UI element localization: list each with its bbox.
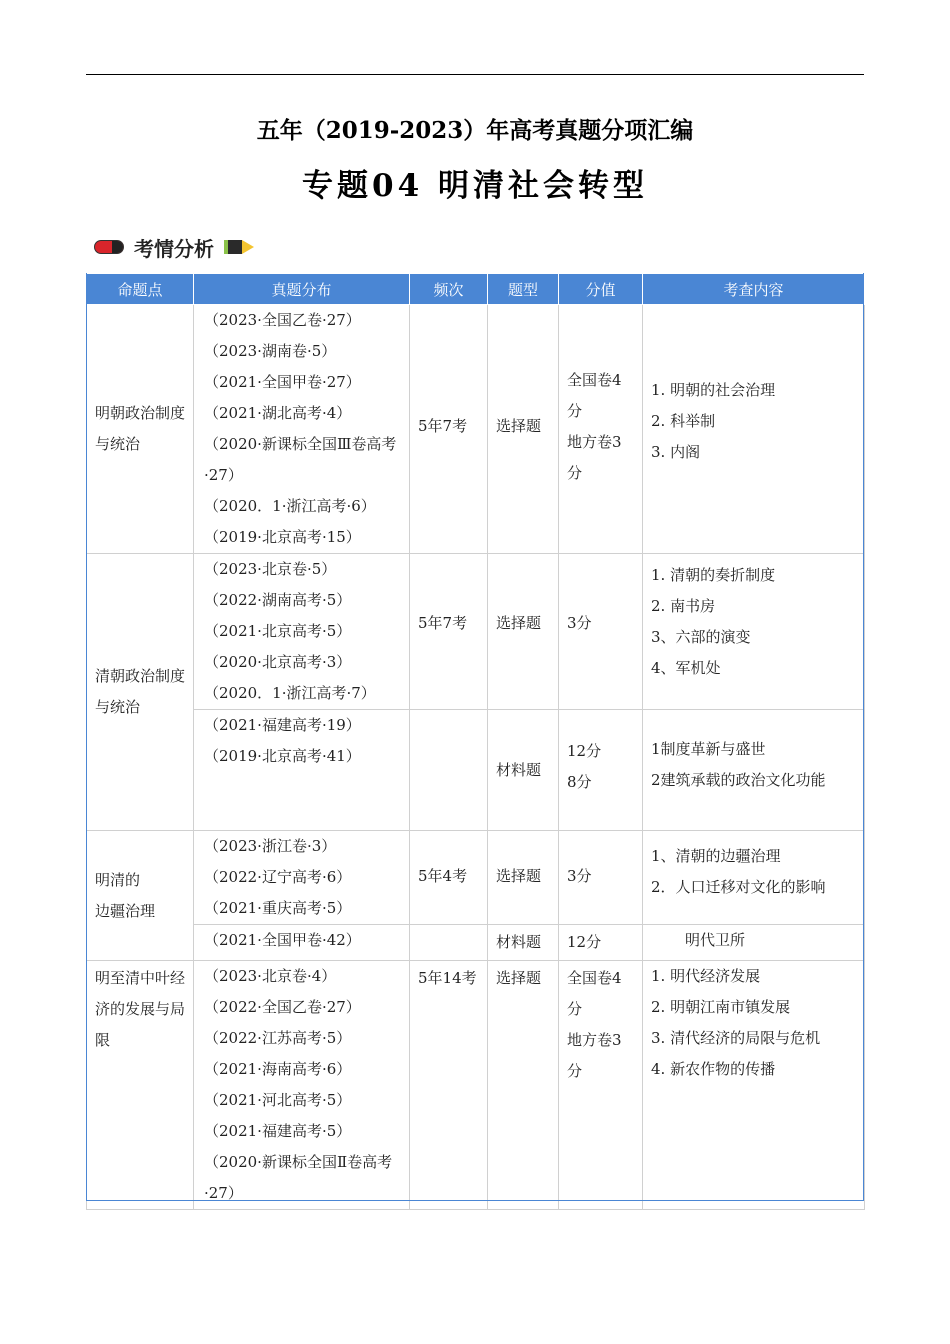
frequency-cell bbox=[410, 305, 488, 554]
source-item: （2021·北京高考·5） bbox=[204, 622, 352, 640]
sources-cell bbox=[194, 925, 410, 961]
topic-text: 明朝政治制度与统治 bbox=[95, 404, 186, 453]
point-item: 3、六部的演变 bbox=[651, 628, 751, 646]
frequency-cell bbox=[410, 831, 488, 925]
points-cell bbox=[643, 710, 865, 831]
point-item: 3. 清代经济的局限与危机 bbox=[651, 1029, 821, 1047]
source-item: （2021·全国甲卷·27） bbox=[204, 373, 361, 391]
source-item: （2023·北京卷·5） bbox=[204, 560, 337, 578]
score-cell bbox=[559, 305, 643, 554]
points-cell bbox=[643, 961, 865, 1210]
source-item: （2019·北京高考·15） bbox=[204, 528, 361, 546]
frequency-text bbox=[410, 941, 487, 945]
column-header: 真题分布 bbox=[194, 274, 410, 305]
points-list bbox=[643, 375, 864, 468]
source-item: （2022·全国乙卷·27） bbox=[204, 998, 361, 1016]
score-cell bbox=[559, 710, 643, 831]
source-item: （2021·重庆高考·5） bbox=[204, 899, 352, 917]
point-item: 3. 内阁 bbox=[651, 443, 701, 461]
table-row bbox=[87, 831, 865, 925]
column-header: 频次 bbox=[410, 274, 488, 305]
source-item: （2019·北京高考·41） bbox=[204, 747, 361, 765]
source-item: （2023·浙江卷·3） bbox=[204, 837, 337, 855]
topic-cell bbox=[87, 831, 194, 961]
point-item: 1制度革新与盛世 bbox=[651, 740, 766, 758]
topic-cell bbox=[87, 961, 194, 1210]
points-list bbox=[643, 560, 864, 684]
points-cell bbox=[643, 554, 865, 710]
source-item: （2023·湖南卷·5） bbox=[204, 342, 337, 360]
points-list bbox=[643, 961, 864, 1085]
table-row bbox=[87, 961, 865, 1210]
source-item: （2022·江苏高考·5） bbox=[204, 1029, 352, 1047]
source-item: （2021·全国甲卷·42） bbox=[204, 931, 361, 949]
points-cell bbox=[643, 305, 865, 554]
frequency-text: 5年7考 bbox=[418, 417, 468, 435]
points-list bbox=[643, 841, 864, 903]
score-text: 3分 bbox=[567, 614, 592, 632]
source-item: （2022·湖南高考·5） bbox=[204, 591, 352, 609]
sources-cell bbox=[194, 710, 410, 831]
frequency-text bbox=[410, 768, 487, 772]
type-cell bbox=[488, 925, 559, 961]
table-row bbox=[87, 554, 865, 710]
document-title: 五年（2019-2023）年高考真题分项汇编 bbox=[256, 117, 694, 144]
section-label: 考情分析 bbox=[134, 236, 214, 261]
source-item: （2022·辽宁高考·6） bbox=[204, 868, 352, 886]
source-item: （2023·全国乙卷·27） bbox=[204, 311, 361, 329]
source-item: （2021·湖北高考·4） bbox=[204, 404, 352, 422]
column-header: 考查内容 bbox=[643, 274, 865, 305]
table-row bbox=[87, 305, 865, 554]
type-cell bbox=[488, 710, 559, 831]
document-subtitle: 专题04 明清社会转型 bbox=[302, 168, 648, 204]
section-heading bbox=[94, 232, 254, 262]
frequency-cell bbox=[410, 925, 488, 961]
type-text: 选择题 bbox=[496, 969, 542, 987]
type-cell bbox=[488, 831, 559, 925]
point-item: 2建筑承载的政治文化功能 bbox=[651, 771, 826, 789]
score-cell bbox=[559, 925, 643, 961]
source-item: （2020．1·浙江高考·6） bbox=[204, 497, 376, 515]
topic-cell bbox=[87, 305, 194, 554]
score-text: 12分 8分 bbox=[567, 742, 602, 791]
type-text: 选择题 bbox=[496, 867, 542, 885]
frequency-text: 5年4考 bbox=[418, 867, 468, 885]
table-row bbox=[87, 925, 865, 961]
topic-cell bbox=[87, 554, 194, 831]
frequency-text: 5年7考 bbox=[418, 614, 468, 632]
point-item: 1. 明朝的社会治理 bbox=[651, 381, 776, 399]
points-cell bbox=[643, 831, 865, 925]
table-body bbox=[87, 305, 865, 1210]
type-text: 材料题 bbox=[496, 933, 542, 951]
point-item: 4. 新农作物的传播 bbox=[651, 1060, 776, 1078]
frequency-cell bbox=[410, 961, 488, 1210]
type-cell bbox=[488, 305, 559, 554]
point-item: 2．人口迁移对文化的影响 bbox=[651, 878, 826, 896]
score-text: 全国卷4分 地方卷3分 bbox=[567, 969, 622, 1080]
sources-cell bbox=[194, 831, 410, 925]
column-header: 命题点 bbox=[87, 274, 194, 305]
score-text: 3分 bbox=[567, 867, 592, 885]
exam-analysis-table bbox=[86, 273, 865, 1210]
score-text: 12分 bbox=[567, 933, 602, 951]
point-item: 1. 明代经济发展 bbox=[651, 967, 761, 985]
table-row bbox=[87, 710, 865, 831]
points-list bbox=[643, 734, 864, 796]
source-item: （2021·福建高考·5） bbox=[204, 1122, 352, 1140]
score-text: 全国卷4分 地方卷3分 bbox=[567, 371, 622, 482]
pill-icon bbox=[94, 240, 124, 254]
points-list bbox=[643, 925, 864, 956]
score-cell bbox=[559, 961, 643, 1210]
point-item: 4、军机处 bbox=[651, 659, 721, 677]
header-rule bbox=[86, 74, 864, 75]
sources-cell bbox=[194, 961, 410, 1210]
topic-text: 清朝政治制度与统治 bbox=[95, 667, 186, 716]
type-text: 选择题 bbox=[496, 417, 542, 435]
type-text: 选择题 bbox=[496, 614, 542, 632]
type-text: 材料题 bbox=[496, 760, 542, 779]
frequency-cell bbox=[410, 710, 488, 831]
column-header: 分值 bbox=[559, 274, 643, 305]
source-item: （2020·新课标全国Ⅲ卷高考·27） bbox=[204, 435, 397, 484]
source-item: （2021·河北高考·5） bbox=[204, 1091, 352, 1109]
point-item: 1、清朝的边疆治理 bbox=[651, 847, 781, 865]
point-item: 2. 科举制 bbox=[651, 412, 716, 430]
table-header-row bbox=[87, 274, 865, 305]
pencil-icon bbox=[224, 240, 254, 254]
point-item: 2. 明朝江南市镇发展 bbox=[651, 998, 791, 1016]
point-item: 1. 清朝的奏折制度 bbox=[651, 566, 776, 584]
sources-cell bbox=[194, 305, 410, 554]
point-item: 明代卫所 bbox=[685, 931, 746, 949]
point-item: 2. 南书房 bbox=[651, 597, 716, 615]
frequency-text: 5年14考 bbox=[418, 969, 477, 987]
source-item: （2023·北京卷·4） bbox=[204, 967, 337, 985]
points-cell bbox=[643, 925, 865, 961]
source-item: （2020·北京高考·3） bbox=[204, 653, 352, 671]
frequency-cell bbox=[410, 554, 488, 710]
source-item: （2021·海南高考·6） bbox=[204, 1060, 352, 1078]
type-cell bbox=[488, 961, 559, 1210]
score-cell bbox=[559, 831, 643, 925]
source-item: （2020．1·浙江高考·7） bbox=[204, 684, 376, 702]
sources-cell bbox=[194, 554, 410, 710]
source-item: （2020·新课标全国Ⅱ卷高考·27） bbox=[204, 1153, 393, 1202]
source-item: （2021·福建高考·19） bbox=[204, 716, 361, 734]
score-cell bbox=[559, 554, 643, 710]
type-cell bbox=[488, 554, 559, 710]
topic-text: 明至清中叶经济的发展与局限 bbox=[95, 969, 186, 1049]
topic-text: 明清的 边疆治理 bbox=[95, 870, 156, 920]
column-header: 题型 bbox=[488, 274, 559, 305]
